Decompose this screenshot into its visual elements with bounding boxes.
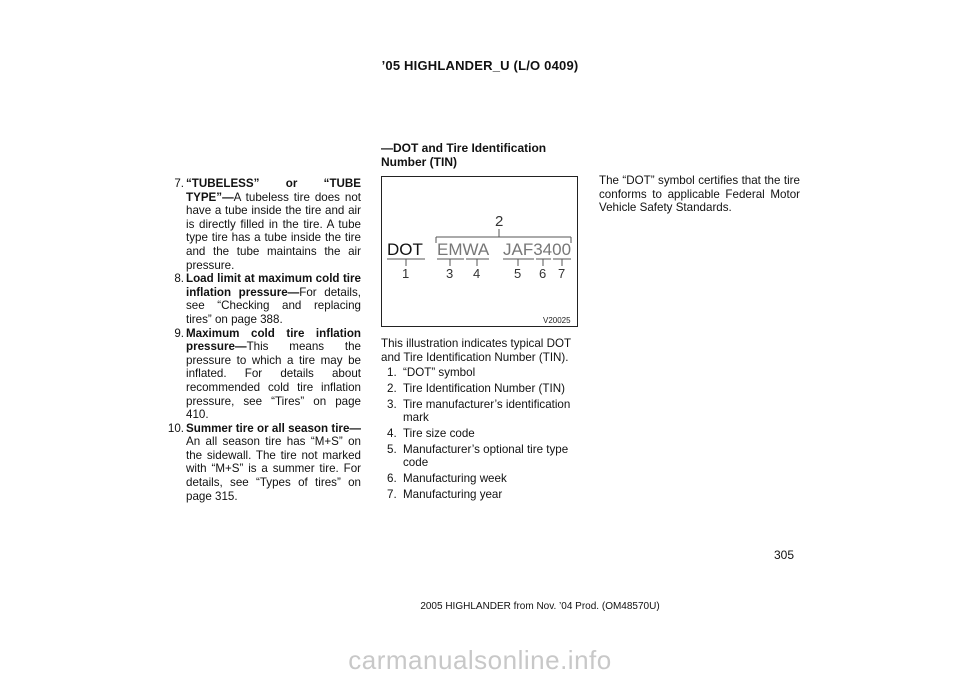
item-text: For details, see “Checking and replacing tires” on page 388. [186,285,361,326]
item-text: Manufacturing year [403,487,503,501]
item-text: An all season tire has “M+S” on the sidewall. The tire not marked with “M+S” is a summer tire. For details, see “Types of tires” on page 315. [186,435,361,503]
item-number: 9. [174,326,184,340]
callout-label: 6 [539,266,547,281]
item-text: A tubeless tire does not have a tube inside the tire and air is directly filled in the tire. A tube type tire has a tube inside the tire and the tube maintains the air pressure. [186,190,361,272]
tin-code-text: JAF3400 [503,240,572,259]
item-text: This means the pressure to which a tire may be inflated. For details about recommended cold tire inflation pressure, see “Tires” on page 410. [186,340,361,422]
list-item [156,177,361,272]
item-number: 6. [387,472,397,486]
page-number: 305 [774,548,795,562]
section-title: —DOT and Tire Identification Number (TIN) [381,141,547,169]
item-term: “TUBELESS” or “TUBE TYPE”— [186,177,361,204]
item-term: Load limit at maximum cold tire inflation pressure— [186,272,361,299]
page-header: ’05 HIGHLANDER_U (L/O 0409) [381,58,579,73]
callout-label: 2 [495,213,504,230]
item-number: 4. [387,426,397,440]
list-item [381,382,580,396]
item-number: 7. [387,487,397,501]
tin-legend-list [381,366,580,504]
callout-label: 7 [558,266,566,281]
item-number: 8. [174,272,184,286]
item-text: Tire size code [403,426,475,440]
item-number: 7. [174,177,184,190]
item-number: 2. [387,381,397,395]
list-item [381,488,580,502]
item-text: “DOT” symbol [403,366,476,379]
dot-symbol-text: DOT [387,240,423,259]
callout-label: 5 [514,266,522,281]
left-column [156,177,361,503]
dot-description: The “DOT” symbol certifies that the tire conforms to applicable Federal Motor Vehicle Safety Standards. [599,174,800,215]
list-item [156,327,361,422]
watermark: carmanualsonline.info [348,645,612,675]
list-item [381,472,580,486]
item-number: 10. [167,421,184,435]
dot-tin-figure [381,176,578,327]
page-footer: 2005 HIGHLANDER from Nov. ’04 Prod. (OM48570U) [420,601,660,612]
item-text: Tire manufacturer’s identification mark [403,397,571,425]
list-item [156,422,361,504]
item-text: Manufacturing week [403,472,507,486]
list-item [381,366,580,380]
list-item [381,398,580,425]
list-item [381,427,580,441]
dot-tin-illustration [382,177,577,326]
item-text: Manufacturer’s optional tire type code [403,442,569,470]
list-item [156,272,361,326]
item-term: Summer tire or all season tire— [186,421,361,435]
item-text: Tire Identification Number (TIN) [403,381,565,395]
callout-label: 4 [473,266,481,281]
figure-caption: This illustration indicates typical DOT and Tire Identification Number (TIN). [381,337,571,364]
item-term: Maximum cold tire inflation pressure— [186,326,361,354]
callout-label: 1 [402,266,410,281]
item-number: 1. [387,366,397,379]
callout-label: 3 [446,266,454,281]
item-number: 5. [387,442,397,456]
manufacturer-code-text: EMWA [437,240,490,259]
figure-id: V20025 [543,316,571,325]
list-item [381,443,580,470]
item-number: 3. [387,397,397,411]
